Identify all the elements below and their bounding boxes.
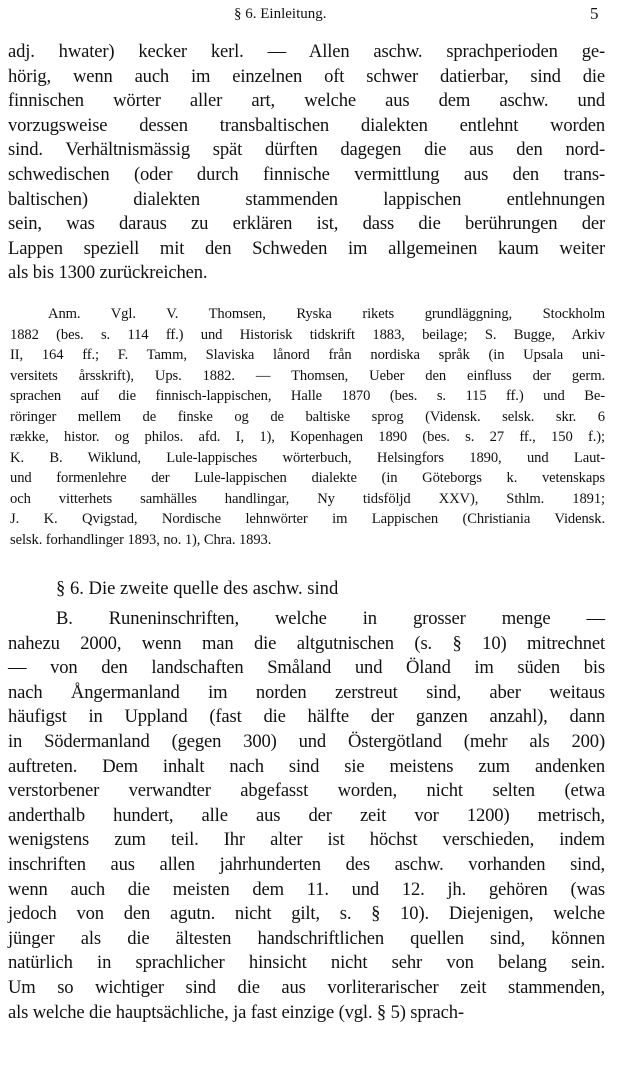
- para2-line: — von den landschaften Småland und Öland im süden bis: [8, 657, 605, 679]
- para1-line: finnischen wörter aller art, welche aus dem aschw. und: [8, 90, 605, 112]
- para2-line: inschriften aus allen jahrhunderten des aschw. vorhanden sind,: [8, 853, 605, 875]
- para1-line: hörig, wenn auch im einzelnen oft schwer datierbar, sind die: [8, 65, 605, 87]
- para1-line: schwedischen (oder durch finnische vermittlung aus den trans-: [8, 163, 605, 185]
- para2-line: nach Ångermanland im norden zerstreut sind, aber weitaus: [8, 681, 605, 703]
- para2-line: verstorbener verwandter abgefasst worden, nicht selten (etwa: [8, 780, 605, 802]
- note-line: K. B. Wiklund, Lule-lappisches wörterbuch, Helsingfors 1890, und Laut-: [10, 449, 605, 466]
- note-line: J. K. Qvigstad, Nordische lehnwörter im Lappischen (Christiania Vidensk.: [10, 511, 605, 527]
- annotation-note: [10, 304, 605, 550]
- para2-line: jünger als die ältesten handschriftlichen quellen sind, können: [8, 927, 605, 949]
- paragraph-finnish-lappish-loans: [8, 40, 605, 286]
- para1-line: baltischen) dialekten stammenden lappischen entlehnungen: [8, 188, 605, 210]
- para2-line: in Södermanland (gegen 300) und Östergötland (mehr als 200): [8, 730, 605, 752]
- running-head: [0, 4, 621, 28]
- running-title: § 6. Einleitung.: [234, 6, 327, 22]
- para1-line: adj. hwater) kecker kerl. — Allen aschw. sprachperioden ge-: [8, 41, 605, 62]
- para2-line: häufigst in Uppland (fast die hälfte der ganzen anzahl), dann: [8, 706, 605, 728]
- note-line: 1882 (bes. s. 114 ff.) und Historisk tidskrift 1883, beilage; S. Bugge, Arkiv: [10, 326, 605, 343]
- note-line: række, histor. og philos. afd. I, 1), Kopenhagen 1890 (bes. s. 27 ff., 150 f.);: [10, 429, 605, 445]
- para1-line: vorzugsweise dessen transbaltischen dialekten entlehnt worden: [8, 114, 605, 136]
- para1-line: Lappen speziell mit den Schweden im allgemeinen kaum weiter: [8, 237, 605, 259]
- para2-line: wenn auch die meisten dem 11. und 12. jh. gehören (was: [8, 878, 605, 900]
- note-line: II, 164 ff.; F. Tamm, Slaviska lånord från nordiska språk (in Upsala uni-: [10, 347, 605, 363]
- note-line: versitets årsskrift), Ups. 1882. — Thomsen, Ueber den einfluss der germ.: [10, 367, 605, 384]
- para1-line: als bis 1300 zurückreichen.: [8, 262, 208, 284]
- note-line: röringer mellem de finske og de baltiske sprog (Vidensk. selsk. skr. 6: [10, 408, 605, 425]
- para2-line: jedoch von den agutn. nicht gilt, s. § 10). Diejenigen, welche: [8, 903, 605, 925]
- para2-line: anderthalb hundert, alle aus der zeit vor 1200) metrisch,: [8, 804, 605, 826]
- note-line: sprachen auf die finnisch-lappischen, Halle 1870 (bes. s. 115 ff.) und Be-: [10, 388, 605, 404]
- page-number: 5: [590, 4, 599, 23]
- para2-line: auftreten. Dem inhalt nach sind sie meistens zum andenken: [8, 755, 605, 777]
- note-line: und formenlehre der Lule-lappischen dialekte (in Göteborgs k. vetenskaps: [10, 470, 605, 486]
- note-line: och vitterhets samhälles handlingar, Ny tidsföljd XXV), Sthlm. 1891;: [10, 490, 605, 507]
- paragraph-runic-inscriptions: [8, 607, 605, 1025]
- para2-line: nahezu 2000, wenn man die altgutnischen (s. § 10) mitrechnet: [8, 632, 605, 654]
- para2-line: Um so wichtiger sind die aus vorliterarischer zeit stammenden,: [8, 976, 605, 998]
- para2-line: als welche die hauptsächliche, ja fast einzige (vgl. § 5) sprach-: [8, 1001, 464, 1023]
- para1-line: sein, was daraus zu erklären ist, dass die berührungen der: [8, 213, 605, 235]
- para2-line: B. Runeninschriften, welche in grosser menge —: [56, 608, 605, 629]
- note-line: selsk. forhandlinger 1893, no. 1), Chra. 1893.: [10, 531, 272, 548]
- section-heading: § 6. Die zweite quelle des aschw. sind: [56, 578, 339, 599]
- para1-line: sind. Verhältnismässig spät dürften dagegen die aus den nord-: [8, 139, 605, 161]
- para2-line: wenigstens zum teil. Ihr alter ist höchst verschieden, indem: [8, 829, 605, 851]
- note-line: Anm. Vgl. V. Thomsen, Ryska rikets grundläggning, Stockholm: [48, 306, 605, 322]
- para2-line: natürlich in sprachlicher hinsicht nicht sehr von belang sein.: [8, 952, 605, 974]
